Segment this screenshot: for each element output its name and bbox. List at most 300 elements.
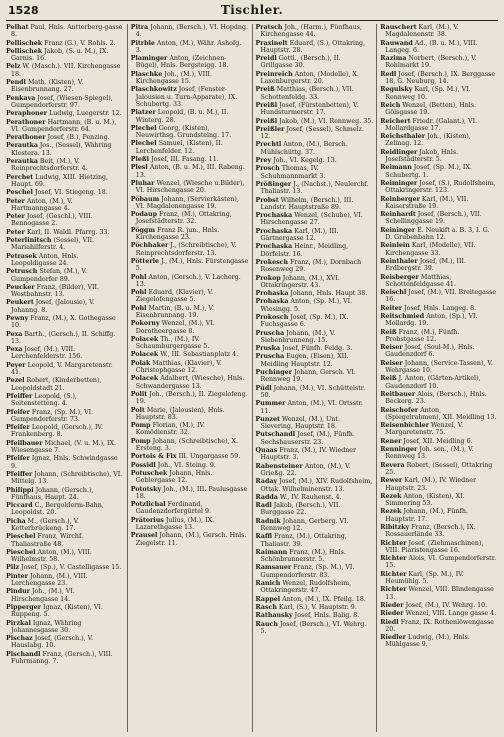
directory-entry — [6, 198, 124, 213]
entry-name: Richter — [380, 555, 407, 563]
entry-name: Peyer — [6, 361, 26, 369]
entry-name: Prokop — [255, 274, 281, 282]
entry-details: Josef, (M.), Fünfh. Sechshauserstr. 23. — [260, 431, 355, 446]
entry-name: Philippi — [6, 486, 34, 494]
entry-name: Pellischek — [6, 39, 43, 47]
directory-entry — [256, 118, 374, 125]
directory-entry — [131, 71, 249, 86]
entry-name: Pfeilbauer — [6, 439, 43, 447]
entry-name: Richter — [380, 586, 407, 594]
directory-entry — [380, 360, 498, 375]
entry-name: Perautka — [6, 142, 38, 150]
entry-details: W. (Masch.). VII. Kirchengasse 18. — [11, 63, 121, 78]
directory-entry — [256, 533, 374, 548]
directory-entry — [380, 329, 498, 344]
entry-details: Franz, (M.), Ottakring, Thaliastr. 39. — [260, 533, 347, 548]
entry-name: Perathoner — [6, 134, 46, 142]
entry-details: Franz, IX. Rothenlöwengasse 20. — [385, 618, 495, 633]
entry-details: Anton, (Zeichnen-Bügel), Hnls. Bergsteigg. 18. — [135, 55, 229, 70]
directory-entry — [256, 243, 374, 258]
entry-details: Josef, (Bersch.), IX. Berggasse 18, G. Neuburg, 14. — [385, 70, 496, 86]
entry-details: Beit, (M.), V. Reinprechtsdorferstr. 4. — [11, 158, 88, 173]
entry-details: Karl, (Sp. M.), IV. Heumühlg. 5. — [385, 570, 464, 586]
directory-entry — [131, 486, 249, 501]
directory-entry — [131, 211, 249, 226]
entry-details: Wenzel, (Schuhe), VI. Hirschengasse 27. — [260, 212, 363, 227]
entry-details: Ludwig, XIII. Hietzing, Haupt. 69. — [11, 173, 109, 188]
directory-entry — [380, 149, 498, 164]
directory-entry — [380, 344, 498, 359]
entry-details: Anton, (Sp. M.), VI. Wiesingg. 5. — [260, 298, 353, 313]
directory-entry — [256, 369, 374, 384]
entry-details: Wenzel, VIII. Blindengasse 13. — [385, 586, 494, 601]
entry-details: Anton, (Kisten), XI. Simmering 53. — [385, 492, 465, 508]
entry-name: Pitrble — [130, 39, 155, 47]
entry-details: Math. (Kisten), V. Eisenbrunnang. 27. — [11, 79, 84, 94]
entry-name: Pfeifer — [6, 424, 30, 432]
entry-name: Rezek — [380, 508, 402, 516]
directory-entry — [380, 164, 498, 179]
entry-name: Richter — [380, 539, 407, 547]
entry-details: Joh., (M.), VI. Hirschengasse 14. — [11, 588, 75, 603]
entry-details: Eduard, (Klavier), V. Ziegelofengasse 5. — [135, 289, 214, 304]
entry-details: M., (Gersch.), V. Ketterbrückeng. 17. — [11, 517, 80, 532]
directory-entry — [380, 555, 498, 570]
directory-entry — [6, 651, 124, 666]
entry-name: Potuschek — [130, 469, 168, 477]
entry-details: Johann, (M.), VI. Schüttelstr. 50. — [260, 384, 366, 399]
entry-name: Preiß — [255, 86, 275, 94]
entry-name: Pexa — [6, 346, 23, 354]
directory-column — [376, 24, 498, 732]
entry-details: Josef, (Jalousie), V. Johanng. 8. — [11, 299, 95, 314]
entry-name: Pohl — [130, 289, 147, 297]
directory-entry — [131, 156, 249, 163]
directory-entry — [256, 24, 374, 39]
entry-details: Franz, (Sp. M.), VI. Gumpendorferstr. 83. — [260, 564, 355, 579]
entry-name: Richter — [380, 570, 407, 578]
entry-name: Pelhat — [6, 24, 29, 31]
directory-entry — [6, 253, 124, 268]
directory-entry — [131, 305, 249, 320]
entry-name: Rasch — [255, 603, 277, 611]
entry-details: Josef, (Fürstenbetten), V. Hundsturmerstr. 17. — [260, 101, 359, 117]
directory-entry — [131, 227, 249, 242]
entry-details: Josef, (Ziehmaschinen), VIII. Piaristengasse 16. — [385, 539, 484, 554]
entry-name: Preißl — [255, 101, 278, 109]
entry-details: Leopold, (S.), Seitenstetteng. 4. — [11, 392, 77, 408]
entry-name: Pokorny — [130, 320, 160, 328]
directory-entry — [6, 424, 124, 439]
directory-entry — [131, 109, 249, 124]
entry-details: Karl, II. Waldl. Pfarrg. 33. — [24, 228, 110, 236]
directory-entry — [131, 501, 249, 516]
entry-details: Johann, (M.), VIII. Lerchengasse 23. — [11, 572, 88, 588]
entry-details: Josef, (B.), Penzing. — [45, 134, 110, 142]
entry-name: Ramsauer — [255, 564, 292, 572]
directory-entry — [256, 86, 374, 101]
entry-name: Pleßl — [130, 156, 150, 164]
directory-entry — [256, 165, 374, 180]
entry-details: Josef, Hnls. Balig. 8. — [292, 612, 360, 620]
directory-entry — [256, 330, 374, 345]
entry-details: Joh., VI. Kegelg. 13. — [271, 157, 337, 165]
entry-details: Eduard, (S.), Ottakring, Hauptstr. 28. — [260, 39, 366, 54]
entry-details: Joh. sen., (M.), V. Rennweg 13. — [385, 446, 474, 461]
entry-details: Georg, (Kisten), Neuwirthsg. Grundsteing. 17. — [135, 124, 232, 140]
entry-name: Prausel — [130, 532, 158, 540]
entry-name: Polt — [130, 406, 145, 414]
entry-name: Perathoner — [6, 118, 46, 126]
entry-name: Reisenbichler — [380, 422, 429, 430]
entry-details: Ignaz, (Kisten), VI. Ruppeng. 5. — [11, 603, 103, 619]
entry-name: Pewny — [6, 314, 29, 322]
entry-name: Radl — [255, 502, 272, 510]
directory-entry — [256, 259, 374, 274]
entry-name: Pfeifer — [6, 455, 30, 463]
entry-name: Rezek — [380, 492, 402, 500]
entry-details: Eugen, (Eisen), XII. Meidling Hauptstr. 12. — [260, 353, 349, 368]
entry-name: Pitra — [130, 24, 149, 31]
entry-name: Polacek — [130, 335, 159, 343]
directory-entry — [380, 133, 498, 148]
entry-details: Franz, (M.), Ottakring, Josefstädterstr. 32. — [135, 211, 232, 226]
directory-entry — [380, 180, 498, 195]
entry-name: Pindur — [6, 588, 31, 596]
entry-name: Reischofer — [380, 406, 419, 414]
page-header — [6, 4, 498, 21]
entry-name: Reiser — [380, 344, 403, 352]
entry-details: Anton, (M.), Bersch. Mühlschüttg. 37. — [260, 141, 348, 156]
entry-name: Pototsky — [130, 485, 162, 493]
directory-entry — [256, 478, 374, 493]
directory-entry — [6, 189, 124, 196]
entry-name: Reitschmied — [380, 312, 425, 320]
entry-name: Prochaska — [255, 227, 293, 235]
directory-entry — [6, 549, 124, 564]
entry-name: Platzer — [130, 109, 156, 117]
entry-details: Robert, (Sessel), Ottakring 25. — [385, 461, 493, 476]
entry-name: Pendl — [6, 79, 26, 87]
entry-name: Preißler — [255, 125, 285, 133]
directory-entry — [380, 508, 498, 523]
entry-name: Pischaz — [6, 635, 33, 643]
entry-name: Pötterle — [130, 257, 160, 265]
directory-entry — [131, 40, 249, 55]
entry-name: Reimann — [380, 164, 412, 172]
entry-name: Reinlein — [380, 242, 410, 250]
entry-details: Josef, (M.), VII. Breitegasse 16. — [385, 289, 497, 304]
entry-name: Reinhardt — [380, 211, 416, 219]
directory-entry — [380, 619, 498, 634]
entry-name: Reitbauer — [380, 390, 416, 398]
entry-details: E. Neukift a. B. 3, I. G. D. Grubenbahn 12. — [385, 226, 490, 242]
directory-entry — [6, 440, 124, 455]
entry-name: Polit — [130, 390, 148, 398]
directory-entry — [256, 55, 374, 70]
entry-details: Johann, (Gersch.), Fünfhaus, Haupt. 24. — [11, 486, 94, 501]
entry-name: Riedler — [380, 634, 407, 642]
entry-details: Joh., (Kisten), Zelinag. 12. — [385, 133, 471, 148]
entry-details: Johann, (Schreibtische), VI. Mittelg. 13. — [11, 470, 123, 486]
entry-details: Johann, Gersch. VI. Rennweg 19. — [260, 369, 356, 384]
entry-name: Perchet — [6, 173, 34, 181]
directory-entry — [380, 40, 498, 55]
entry-name: Plechel — [130, 140, 157, 148]
directory-entry — [380, 407, 498, 422]
directory-entry — [131, 24, 249, 39]
entry-name: Prohaska — [255, 290, 289, 298]
entry-details: Karl, (S.), V. Hauptstr. 9. — [276, 603, 357, 611]
directory-entry — [256, 298, 374, 313]
directory-entry — [380, 602, 498, 609]
entry-name: Reiß — [380, 328, 397, 336]
entry-details: Wenzel, (Betten), Hnls. Gölsgasse 19. — [385, 101, 477, 117]
directory-entry — [131, 391, 249, 406]
entry-name: Potzlichal — [130, 501, 166, 509]
entry-details: Josef, (Sp.), V. Castelligasse 15. — [19, 564, 122, 572]
entry-details: Barth., (Gersch.), II. Schiffg. 13. — [11, 330, 116, 345]
entry-details: Anton, (M.), V. Grießg. 22. — [260, 462, 351, 477]
entry-details: Anton, (M.), IX. Pfeilg. 18. — [280, 595, 366, 603]
entry-details: Matthias, (Bersch.), VII. Schottenfeldg. 33. — [260, 86, 354, 101]
entry-details: Franz R. jun., Hnls. Kirchengasse 23. — [135, 226, 220, 242]
entry-name: Possidl — [130, 461, 156, 469]
entry-name: Pexa — [6, 330, 23, 338]
entry-name: Pinter — [6, 572, 28, 580]
entry-details: Josef, (Sp. M.), IX. Fuchsgasse 6. — [260, 313, 349, 329]
entry-details: Johann, (M.), Gersch. Hnls. Ziegelstr. 11. — [135, 532, 247, 547]
directory-entry — [6, 299, 124, 314]
directory-entry — [131, 289, 249, 304]
directory-entry — [380, 24, 498, 39]
entry-details: Franz, (M.), Fünfh. Probstgasse 12. — [385, 328, 460, 343]
directory-entry — [6, 142, 124, 157]
entry-name: Peucker — [6, 283, 35, 291]
entry-name: Pellischek — [6, 47, 43, 55]
directory-entry — [380, 634, 498, 649]
entry-details: Anton, (Spiegelrahmen), XII. Meidling 13. — [385, 406, 497, 421]
entry-details: Johann, Hnls. Geblergasse 12. — [135, 469, 213, 485]
entry-name: Raffl — [255, 533, 272, 541]
entry-details: Heinr., Meidling, Dörfelstr. 16. — [260, 243, 349, 258]
directory-entry — [256, 181, 374, 196]
entry-details: Josef, (M.), XIV. Rudolfsheim, Ottak. Wilhelminenstr. 13. — [260, 478, 373, 493]
entry-name: Pezel — [6, 377, 25, 385]
entry-details: Ignaz, Hnls. Schwindgasse 9. — [11, 455, 118, 470]
entry-name: Prosch — [255, 165, 280, 173]
directory-entry — [256, 518, 374, 533]
entry-details: Anton, (M.), V. Hartmanngasse 4. — [11, 197, 73, 212]
directory-entry — [131, 86, 249, 108]
entry-details: Franz, (M.), Dornbach Rosenweg 29. — [260, 258, 362, 274]
directory-column — [252, 24, 374, 732]
entry-details: Anton, (Gersch.), V. Lacherg. 13. — [135, 273, 241, 288]
entry-details: Josef, (Bersch.), VI. Wehrg. 5. — [260, 620, 367, 635]
entry-name: Puchinger — [255, 369, 292, 377]
entry-name: Ranich — [255, 580, 281, 588]
entry-name: Redl — [380, 70, 397, 78]
entry-details: Wenzel, VIII. Lange gasse 4. — [403, 610, 497, 618]
directory-entry — [6, 346, 124, 361]
entry-name: Pomp — [130, 422, 151, 430]
entry-name: Pöggm — [130, 226, 155, 234]
directory-entry — [380, 258, 498, 273]
entry-name: Pruscha — [255, 329, 285, 337]
entry-name: Riedl — [380, 618, 399, 626]
entry-name: Pipperger — [6, 603, 41, 611]
entry-details: Jakob, Hnls. Josefstädterstr. 5. — [385, 148, 459, 164]
entry-details: Josef, (Soul-M.), Hnls. Gaudenzdorf 6. — [385, 344, 475, 359]
directory-entry — [6, 620, 124, 635]
directory-entry — [380, 493, 498, 508]
entry-name: Prohaska — [255, 298, 289, 306]
directory-column — [6, 24, 124, 732]
entry-details: Ludwig, Luegerstr. 12. — [47, 110, 122, 118]
directory-entry — [256, 228, 374, 243]
directory-entry — [131, 140, 249, 155]
entry-name: Picha — [6, 517, 26, 525]
directory-entry — [131, 360, 249, 375]
entry-name: Rauch — [255, 620, 278, 628]
directory-entry — [6, 518, 124, 533]
entry-name: Plaminger — [130, 55, 168, 63]
entry-details: Jakob, (M.), VI. Rennweg. 35. — [277, 117, 374, 125]
entry-name: Pöbaum — [130, 195, 160, 203]
directory-entry — [380, 391, 498, 406]
directory-entry — [6, 362, 124, 377]
directory-entry — [380, 211, 498, 226]
directory-entry — [6, 110, 124, 117]
directory-entry — [131, 242, 249, 257]
entry-details: Wilhelm, (Bersch.), III. Landstr. Hauptstraße 89. — [260, 196, 354, 211]
directory-entry — [256, 275, 374, 290]
entry-details: Wenzel, V. Margaretenstr. 75. — [385, 422, 464, 437]
entry-name: Reich — [380, 101, 401, 109]
directory-entry — [256, 612, 374, 619]
entry-details: Josef, (M.), III. Erdbergstr. 39. — [385, 257, 466, 273]
directory-entry — [380, 446, 498, 461]
directory-columns — [6, 24, 498, 732]
directory-entry — [131, 532, 249, 547]
directory-entry — [256, 290, 374, 297]
directory-entry — [380, 313, 498, 328]
entry-details: Wenzel, Rudolfsheim, Ottakringerstr. 47. — [260, 580, 352, 595]
entry-details: Johann, (Service-Tassen), V. Wehrgasse 10. — [385, 359, 493, 375]
directory-entry — [256, 385, 374, 400]
entry-details: Joh., VI. Steing. 9. — [155, 461, 216, 469]
directory-entry — [6, 573, 124, 588]
entry-name: Plaschke — [130, 70, 163, 78]
entry-name: Pöchhaker — [130, 242, 169, 250]
entry-details: Florian, (M.), IV. Komödienstr. 32. — [135, 422, 205, 437]
entry-details: Johann, (M.), V. Siebenbrunneng. 15. — [260, 329, 336, 344]
entry-name: Peukert — [6, 299, 34, 307]
entry-details: Anton, (Modelle), X. Laxenburgerstr. 20. — [260, 70, 359, 86]
directory-entry — [380, 274, 498, 289]
entry-details: Ad., (B. u. M.), VIII. Langeg. 6. — [385, 39, 478, 54]
entry-name: Reiminger — [380, 179, 418, 187]
entry-details: Franz, (Bersch.), IX. Rossauerlände 33. — [385, 524, 476, 539]
entry-details: Jakob, (Bersch.), VII. Burggasse 22. — [260, 502, 341, 517]
entry-name: Prokesch — [255, 258, 289, 266]
entry-details: Norbert, (Bersch.), V. Rohlmarkt 19. — [385, 55, 477, 70]
entry-details: Johann, (Servierkästen), VI. Magdalenengasse 19. — [135, 195, 239, 210]
entry-details: Johann, Gerberg. VI. Rennweg 12. — [260, 517, 349, 532]
directory-entry — [380, 375, 498, 390]
entry-details: Wenzel, (M.), Unt. Sievering, Hauptstr. 18. — [260, 415, 340, 431]
entry-details: J., (Nachst.), Neulerchf. Thaliastr. 13. — [260, 180, 369, 196]
directory-entry — [256, 502, 374, 517]
entry-details: Ferdinand, Gaudenzdorfergürtel 9. — [135, 501, 211, 516]
directory-entry — [6, 409, 124, 424]
entry-details: Franz, (Bilder), VII. Westbahnstr. 13. — [11, 283, 100, 299]
entry-name: Reichsthaler — [380, 133, 426, 141]
entry-details: Anton, (M.), VI. Ortsstr. 11. — [260, 400, 363, 415]
entry-details: Johann, (Schreibtische), X. Ersteng. 3. — [135, 437, 238, 453]
entry-name: Reiß — [380, 375, 397, 383]
directory-entry — [131, 517, 249, 532]
entry-details: (Sessel), VII. Mariahilferstr. 4. — [11, 237, 95, 252]
directory-entry — [256, 71, 374, 86]
directory-entry — [380, 196, 498, 211]
entry-details: C., Bergolderm-Bahn, Leopoldst. 20. — [11, 502, 104, 517]
entry-name: Rathausky — [255, 612, 293, 620]
entry-name: Plechel — [130, 124, 157, 132]
directory-entry — [380, 242, 498, 257]
entry-details: Karl, (Modelle), VII. Kirchengasse 33. — [385, 242, 476, 257]
entry-name: Peter — [6, 197, 25, 205]
entry-name: Prokosch — [255, 313, 289, 321]
entry-details: Joh., (M.), VIII. Kirchengasse 15. — [135, 70, 213, 86]
entry-details: Alois, VI. Gumpendorferstr. 15. — [385, 555, 497, 570]
entry-details: Karl, (M.), V. Magdalenenstr. 38. — [385, 24, 459, 39]
directory-entry — [131, 55, 249, 70]
directory-entry — [6, 284, 124, 299]
directory-entry — [380, 86, 498, 101]
entry-details: Anton, (Sp.), VI. Mollardg. 19. — [385, 312, 478, 328]
directory-entry — [380, 102, 498, 117]
entry-details: Josef, VI. Stiegeng. 18. — [32, 189, 108, 197]
entry-name: Putschandl — [255, 431, 296, 439]
entry-name: Regulsky — [380, 86, 413, 94]
directory-entry — [131, 320, 249, 335]
directory-entry — [256, 596, 374, 603]
directory-entry — [380, 71, 498, 86]
directory-entry — [6, 487, 124, 502]
entry-name: Peraphoner — [6, 110, 48, 118]
directory-column — [127, 24, 249, 732]
entry-name: Pilz — [6, 564, 20, 572]
directory-entry — [6, 455, 124, 470]
directory-entry — [380, 586, 498, 601]
entry-name: Perautka — [6, 158, 38, 166]
directory-entry — [6, 564, 124, 571]
directory-entry — [131, 438, 249, 453]
entry-details: Adalbert, (Wiesche), Hnls. Schwandergasse 13. — [135, 375, 245, 390]
entry-name: Quaas — [255, 447, 278, 455]
directory-entry — [131, 351, 249, 358]
entry-details: W., IV. Rauhenst. 4. — [277, 493, 342, 501]
entry-details: J., (Schreibtische), V. Reinprechtsdorferstr. 13. — [135, 242, 237, 257]
directory-entry — [6, 95, 124, 110]
entry-details: Franz, (Sp. M.), VI. Gumpendorferstr. 73. — [11, 408, 94, 423]
directory-entry — [256, 141, 374, 156]
entry-details: Johann, (M.), Fünfh. Hauptstr. 17. — [385, 508, 468, 523]
entry-name: Petrusch — [6, 268, 38, 276]
entry-details: Ludwig, (M.), Hnls. Mühlgasse 9. — [385, 634, 470, 649]
entry-details: Franz, (M.), Hnls. Schönbrunnerstr. 5. — [260, 548, 346, 564]
